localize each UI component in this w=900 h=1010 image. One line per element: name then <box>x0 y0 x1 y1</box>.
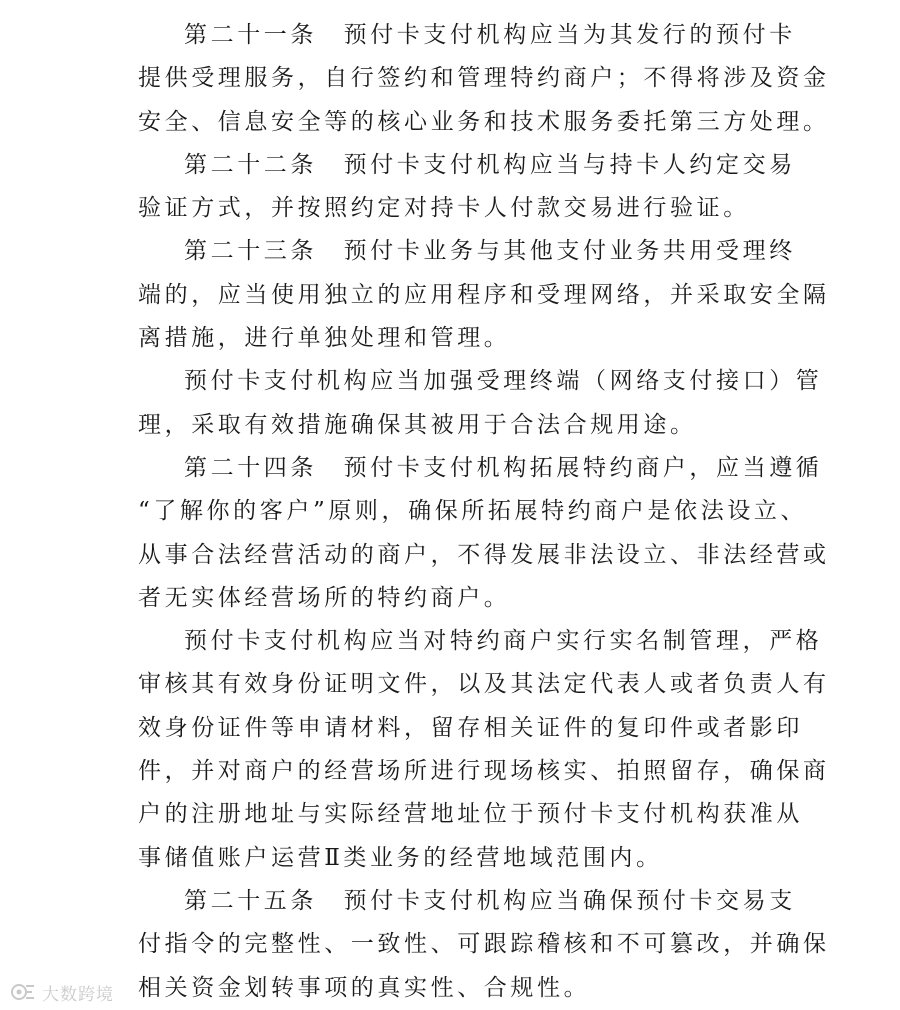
text-line: “了解你的客户”原则，确保所拓展特约商户是依法设立、 <box>138 498 808 525</box>
text-line: 付指令的完整性、一致性、可跟踪稽核和不可篡改，并确保 <box>138 931 830 958</box>
text-line: 第二十五条 预付卡支付机构应当确保预付卡交易支 <box>184 887 796 914</box>
text-line: 审核其有效身份证明文件，以及其法定代表人或者负责人有 <box>138 671 830 698</box>
text-line: 预付卡支付机构应当加强受理终端（网络支付接口）管 <box>184 368 823 395</box>
paragraph-article-22 <box>138 144 796 231</box>
paragraph-article-21 <box>138 14 830 144</box>
brand-logo-icon <box>10 981 36 1003</box>
text-line: 第二十一条 预付卡支付机构应当为其发行的预付卡 <box>184 22 796 48</box>
paragraph-article-23-part-2 <box>138 360 823 447</box>
text-line: 验证方式，并按照约定对持卡人付款交易进行验证。 <box>138 195 750 222</box>
paragraph-article-24 <box>138 447 830 620</box>
text-line: 户的注册地址与实际经营地址位于预付卡支付机构获准从 <box>138 801 803 828</box>
text-line: 预付卡支付机构应当对特约商户实行实名制管理，严格 <box>184 628 823 655</box>
text-line: 第二十三条 预付卡业务与其他支付业务共用受理终 <box>184 238 796 265</box>
text-line: 提供受理服务，自行签约和管理特约商户；不得将涉及资金 <box>138 65 830 92</box>
text-line: 第二十二条 预付卡支付机构应当与持卡人约定交易 <box>184 151 796 178</box>
watermark-text: 大数跨境 <box>42 984 114 1005</box>
paragraph-article-23 <box>138 230 830 360</box>
paragraph-article-25 <box>138 880 830 1010</box>
text-line: 第二十四条 预付卡支付机构拓展特约商户，应当遵循 <box>184 454 823 481</box>
text-line: 安全、信息安全等的核心业务和技术服务委托第三方处理。 <box>138 108 830 135</box>
text-line: 效身份证件等申请材料，留存相关证件的复印件或者影印 <box>138 714 803 741</box>
paragraph-article-24-part-2 <box>138 620 830 880</box>
regulation-text <box>138 14 830 1010</box>
text-line: 相关资金划转事项的真实性、合规性。 <box>138 974 591 1001</box>
text-line: 端的，应当使用独立的应用程序和受理网络，并采取安全隔 <box>138 281 830 308</box>
text-line: 离措施，进行单独处理和管理。 <box>138 325 511 352</box>
text-line: 理，采取有效措施确保其被用于合法合规用途。 <box>138 411 697 438</box>
text-line: 事储值账户运营Ⅱ类业务的经营地域范围内。 <box>138 844 663 871</box>
watermark <box>10 975 114 1009</box>
text-line: 者无实体经营场所的特约商户。 <box>138 584 511 611</box>
text-line: 从事合法经营活动的商户，不得发展非法设立、非法经营或 <box>138 541 830 568</box>
text-line: 件，并对商户的经营场所进行现场核实、拍照留存，确保商 <box>138 758 830 785</box>
